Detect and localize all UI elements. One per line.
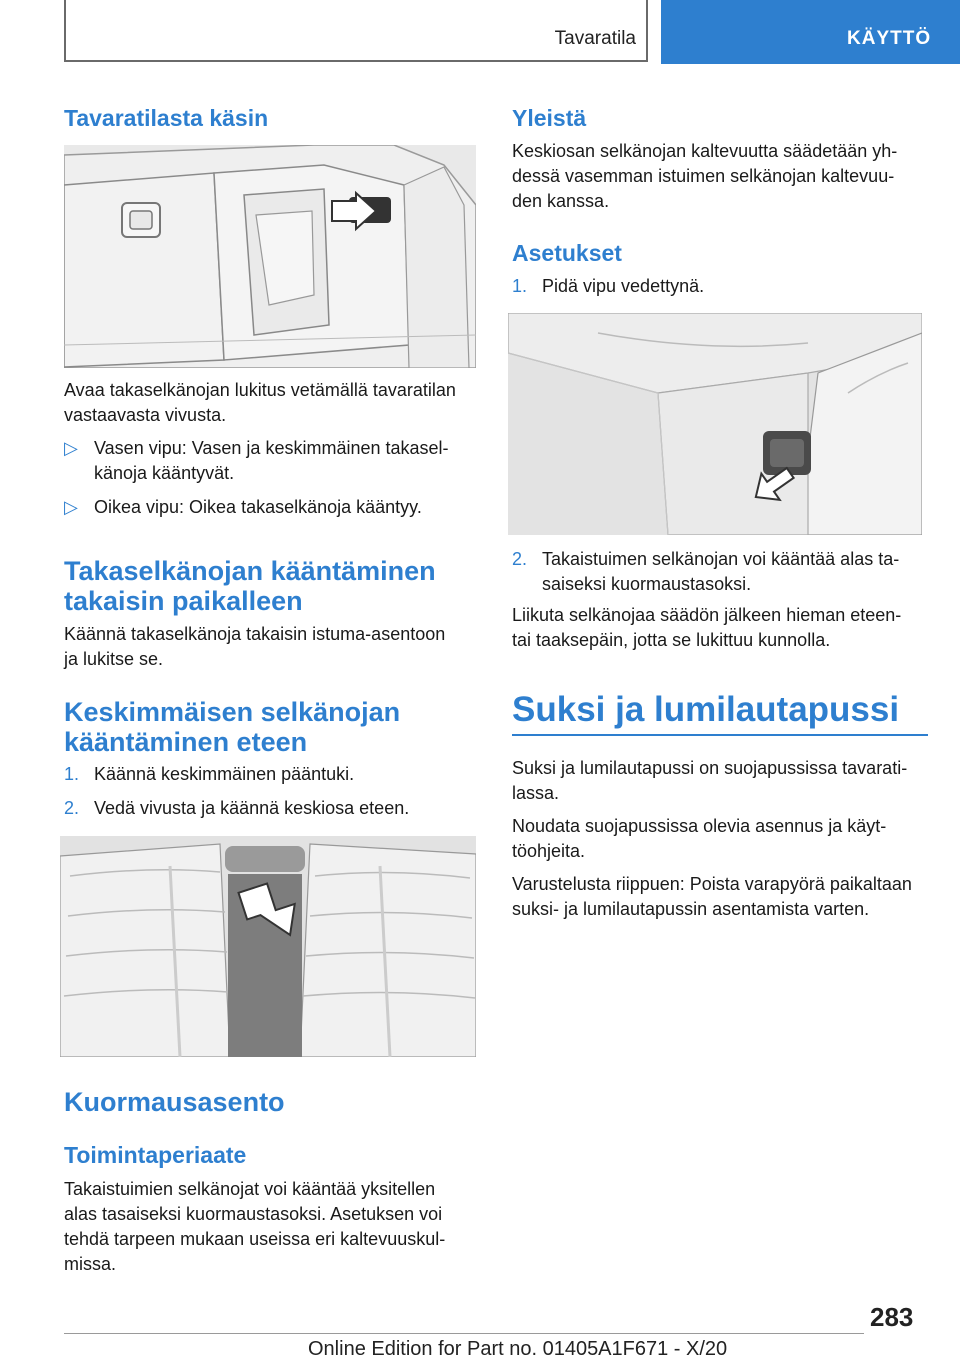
step-item <box>512 547 930 597</box>
heading-kuormausasento: Kuormausasento <box>64 1087 285 1117</box>
heading-underline <box>512 734 928 736</box>
step-item <box>512 274 930 299</box>
footer-rule <box>64 1333 864 1334</box>
paragraph-avaa <box>64 378 476 428</box>
heading-yleista: Yleistä <box>512 105 587 131</box>
step-text: Vedä vivusta ja käännä keskiosa eteen. <box>94 798 410 818</box>
paragraph-liikuta: Liikuta selkänojaa säädön jälkeen hieman eteen- tai taaksepäin, jotta se lukittuu kunnolla. <box>512 605 902 650</box>
text-line: vastaavasta vivusta. <box>64 405 227 425</box>
step-number: 2. <box>64 798 80 818</box>
step-item <box>64 762 476 787</box>
page-number: 283 <box>870 1302 914 1332</box>
step-item <box>64 796 476 821</box>
heading-asetukset: Asetukset <box>512 240 622 266</box>
paragraph-yleista: Keskiosan selkänojan kaltevuutta säädetään yh- dessä vasemman istuimen selkänojan kaltevuu- den kanssa. <box>512 141 898 211</box>
paragraph-suksi2: Noudata suojapussissa olevia asennus ja käyt- töohjeita. <box>512 816 887 861</box>
backrest-lever-illustration <box>508 313 922 535</box>
paragraph-suksi1: Suksi ja lumilautapussi on suojapussissa tavarati- lassa. <box>512 758 908 803</box>
heading-kaantaminen: Takaselkänojan kääntäminen takaisin paikalleen <box>64 556 436 616</box>
header-box <box>64 0 648 62</box>
step-text: Käännä keskimmäinen pääntuki. <box>94 764 355 784</box>
section-title: Tavaratila <box>554 28 636 49</box>
chapter-tab: KÄYTTÖ <box>661 0 960 64</box>
paragraph-kaanna: Käännä takaselkänoja takaisin istuma-asentoon ja lukitse se. <box>64 624 446 669</box>
bullet-text: Vasen vipu: Vasen ja keskimmäinen takasel- känoja kääntyvät. <box>94 438 449 483</box>
rear-seat-center-fold-illustration <box>60 836 476 1057</box>
paragraph-suksi3: Varustelusta riippuen: Poista varapyörä paikaltaan suksi- ja lumilautapussin asentamista varten. <box>512 874 912 919</box>
text-line: Avaa takaselkänojan lukitus vetämällä tavaratilan <box>64 380 456 400</box>
trunk-lever-illustration <box>64 145 476 368</box>
backrest-lever-icon <box>508 313 922 535</box>
heading-tavaratilasta: Tavaratilasta käsin <box>64 105 269 131</box>
heading-keskimmaisen: Keskimmäisen selkänojan kääntäminen eteen <box>64 697 401 757</box>
bullet-text: Oikea vipu: Oikea takaselkänoja kääntyy. <box>94 497 422 517</box>
trunk-lever-icon <box>64 145 476 368</box>
footer-edition: Online Edition for Part no. 01405A1F671 - X/20 <box>308 1338 728 1360</box>
rear-seat-icon <box>60 836 476 1057</box>
triangle-bullet-icon: ▷ <box>64 438 78 458</box>
bullet-item <box>64 436 476 486</box>
step-text: Takaistuimen selkänojan voi kääntää alas ta- saiseksi kuormaustasoksi. <box>542 549 900 594</box>
triangle-bullet-icon: ▷ <box>64 497 78 517</box>
bullet-item <box>64 495 476 520</box>
step-text: Pidä vipu vedettynä. <box>542 276 705 296</box>
step-number: 2. <box>512 549 528 569</box>
paragraph-toiminta: Takaistuimien selkänojat voi kääntää yksitellen alas tasaiseksi kuormaustasoksi. Asetuksen voi tehdä tarpeen mukaan useissa eri kaltevuuskul- missa. <box>64 1179 446 1274</box>
step-number: 1. <box>512 276 528 296</box>
step-number: 1. <box>64 764 80 784</box>
heading-toimintaperiaate: Toimintaperiaate <box>64 1142 247 1168</box>
heading-suksi: Suksi ja lumilautapussi <box>512 690 900 729</box>
